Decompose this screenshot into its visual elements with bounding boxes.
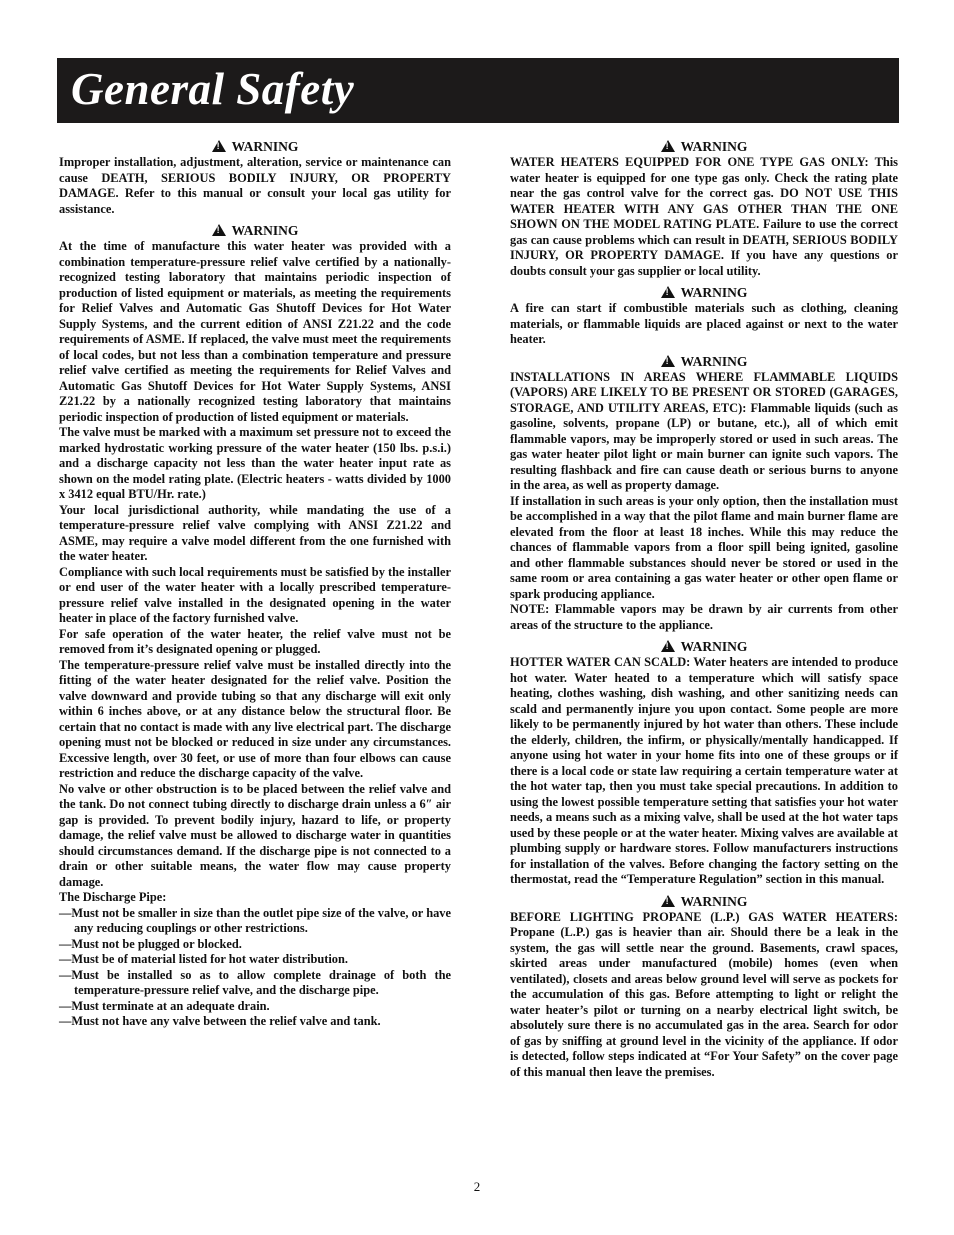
relief-valve-paragraph: For safe operation of the water heater, the relief valve must not be removed from it’s designated opening or plugged. — [59, 626, 451, 656]
warning-triangle-icon — [661, 286, 675, 298]
page-number: 2 — [473, 1179, 481, 1194]
relief-valve-paragraph: The valve must be marked with a maximum set pressure not to exceed the marked hydrostatic working pressure of the water heater (150 lbs. p.s.i.) and a discharge capacity not less than the water heater input rate as shown on the model rating plate. (Electric heaters - watts divided by 1000 x 3412 equal BTU/Hr. rate.) — [59, 425, 451, 501]
left-column — [59, 138, 451, 1030]
warning-label: WARNING — [680, 139, 748, 154]
relief-valve-paragraph: Your local jurisdictional authority, while mandating the use of a temperature-pressure relief valve complying with ANSI Z21.22 and ASME, may require a valve model different from the one furnished with the water heater. — [59, 502, 451, 563]
relief-valve-paragraph: No valve or other obstruction is to be placed between the relief valve and the tank. Do not connect tubing directly to discharge drain unless a 6″ air gap is provided. To prevent bodily injury, hazard to life, or property damage, the relief valve must be allowed to discharge water in quantities should circumstances demand. If the discharge pipe is not connected to a drain or other suitable means, the water flow may cause property damage. — [59, 781, 451, 889]
discharge-pipe-heading: The Discharge Pipe: — [59, 890, 167, 904]
discharge-pipe-rule: —Must not have any valve between the relief valve and tank. — [59, 1014, 381, 1028]
warning-heading — [510, 353, 898, 370]
warning-triangle-icon — [661, 895, 675, 907]
warning-heading — [510, 638, 898, 655]
discharge-pipe-rule: —Must terminate at an adequate drain. — [59, 998, 270, 1013]
warning-triangle-icon — [212, 140, 226, 152]
warning-label: WARNING — [680, 285, 748, 300]
warning-triangle-icon — [212, 224, 226, 236]
warning-heading — [510, 893, 898, 910]
warning-heading — [59, 222, 451, 239]
relief-valve-paragraph: At the time of manufacture this water heater was provided with a combination temperature-pressure relief valve certified by a nationally-recognized testing laboratory that maintains periodic inspection of production of listed equipment or materials, as meeting the requirements for Relief Valves and Automatic Gas Shutoff Devices for Hot Water Supply Systems, and the current edition of ANSI Z21.22 and the code requirements of ASME. If replaced, the valve must meet the requirements of local codes, but not less than a combination temperature and pressure relief valve certified as meeting the requirements for Relief Valves and Automatic Gas Shutoff Devices for Hot Water Supply Systems, ANSI Z21.22 by a nationally recognized testing laboratory that maintains periodic inspection of production of listed equipment or materials. — [59, 239, 451, 424]
warning-text-scald: HOTTER WATER CAN SCALD: Water heaters are intended to produce hot water. Water heated to a temperature which will satisfy space heating, clothes washing, dish washing, and other sanitizing needs can scald and permanently injure you upon contact. Some people are more likely to be permanently injured by hot water than others. These include the elderly, children, the infirm, or physically/mentally handicapped. If anyone using hot water in your home fits into one of these groups or if there is a local code or state law requiring a certain temperature water at the hot water tap, then you must take special precautions. In addition to using the lowest possible temperature setting that satisfies your hot water needs, a means such as a mixing valve, shall be used at the hot water taps used by these people or at the water heater. Mixing valves are available at plumbing supply or hardware stores. Follow manufacturers instructions for installation of the valves. Before changing the factory setting on the thermostat, read the “Temperature Regulation” section in this manual. — [510, 655, 898, 886]
warning-triangle-icon — [661, 640, 675, 652]
warning-label: WARNING — [231, 139, 299, 154]
relief-valve-paragraph: Compliance with such local requirements must be satisfied by the installer or end user of the water heater with a locally prescribed temperature-pressure relief valve installed in the designated opening in the water heater in place of the factory furnished valve. — [59, 564, 451, 625]
warning-heading — [59, 138, 451, 155]
warning-triangle-icon — [661, 140, 675, 152]
discharge-pipe-rule: —Must be of material listed for hot water distribution. — [59, 952, 348, 966]
right-column — [510, 138, 898, 1080]
warning-text-flammable-note: NOTE: Flammable vapors may be drawn by air currents from other areas of the structure to the appliance. — [510, 602, 898, 632]
discharge-pipe-rule: —Must not be smaller in size than the outlet pipe size of the valve, or have any reducing couplings or other restrictions. — [59, 905, 451, 935]
discharge-pipe-rule: —Must be installed so as to allow complete drainage of both the temperature-pressure relief valve, and the discharge pipe. — [59, 967, 451, 997]
warning-label: WARNING — [680, 353, 748, 369]
relief-valve-paragraph: The temperature-pressure relief valve must be installed directly into the fitting of the water heater designated for the relief valve. Position the valve downward and provide tubing so that any discharge will exit only within 6 inches above, or at any distance below the structural floor. Be certain that no contact is made with any live electrical part. The discharge opening must not be blocked or reduced in size under any circumstances. Excessive length, over 30 feet, or use of more than four elbows can cause restriction and reduce the discharge capacity of the valve. — [59, 657, 451, 780]
warning-label: WARNING — [680, 893, 748, 909]
warning-text-flammable-areas: If installation in such areas is your only option, then the installation must be accomplished in a way that the pilot flame and main burner flame are elevated from the floor at least 18 inches. While this may reduce the chances of flammable vapors from a floor spill being ignited, gasoline and other flammable substances should never be stored or used in the same room or area containing a gas water heater or other open flame or spark producing appliance. — [510, 493, 898, 601]
warning-heading — [510, 284, 898, 301]
warning-text-combustibles: A fire can start if combustible materials such as clothing, cleaning materials, or flammable liquids are placed against or next to the water heater. — [510, 301, 898, 346]
warning-heading — [510, 138, 898, 155]
warning-text-improper-installation: Improper installation, adjustment, alteration, service or maintenance can cause DEATH, SERIOUS BODILY INJURY, OR PROPERTY DAMAGE. Refer to this manual or consult your local gas utility for assistance. — [59, 155, 451, 216]
warning-label: WARNING — [231, 223, 299, 238]
warning-text-propane: BEFORE LIGHTING PROPANE (L.P.) GAS WATER HEATERS: Propane (L.P.) gas is heavier than air. Should there be a leak in the system, the gas will settle near the ground. Basements, crawl spaces, skirted areas under manufactured (mobile) homes (even when ventilated), closets and areas below ground level will serve as pockets for the accumulation of this gas. Before attempting to light or relight the water heater’s pilot or turning on a nearby electrical light switch, be absolutely sure there is no accumulated gas in the area. Search for odor of gas by sniffing at ground level in the vicinity of the appliance. If odor is detected, follow steps indicated at “For Your Safety” on the cover page of this manual then leave the premises. — [510, 909, 898, 1079]
warning-label: WARNING — [680, 639, 748, 654]
warning-text-flammable-areas: INSTALLATIONS IN AREAS WHERE FLAMMABLE LIQUIDS (VAPORS) ARE LIKELY TO BE PRESENT OR STORED (GARAGES, STORAGE, AND UTILITY AREAS, ETC): Flammable liquids (such as gasoline, solvents, propane (LP) or butane, etc.), all of which emit flammable vapors, may be improperly stored or used in such areas. The gas water heater pilot light or main burner can ignite such vapors. The resulting flashback and fire can cause death or serious burns to anyone in the area, as well as property damage. — [510, 369, 898, 492]
warning-text-gas-type: WATER HEATERS EQUIPPED FOR ONE TYPE GAS ONLY: This water heater is equipped for one type gas only. Check the rating plate near the gas control valve for the correct gas. DO NOT USE THIS WATER HEATER WITH ANY GAS OTHER THAN THE ONE SHOWN ON THE MODEL RATING PLATE. Failure to use the correct gas can cause problems which can result in DEATH, SERIOUS BODILY INJURY, OR PROPERTY DAMAGE. If you have any questions or doubts consult your gas supplier or local utility. — [510, 155, 898, 278]
discharge-pipe-rule: —Must not be plugged or blocked. — [59, 936, 242, 951]
page-title: General Safety — [71, 64, 355, 114]
title-banner — [57, 58, 899, 123]
warning-triangle-icon — [661, 355, 675, 367]
